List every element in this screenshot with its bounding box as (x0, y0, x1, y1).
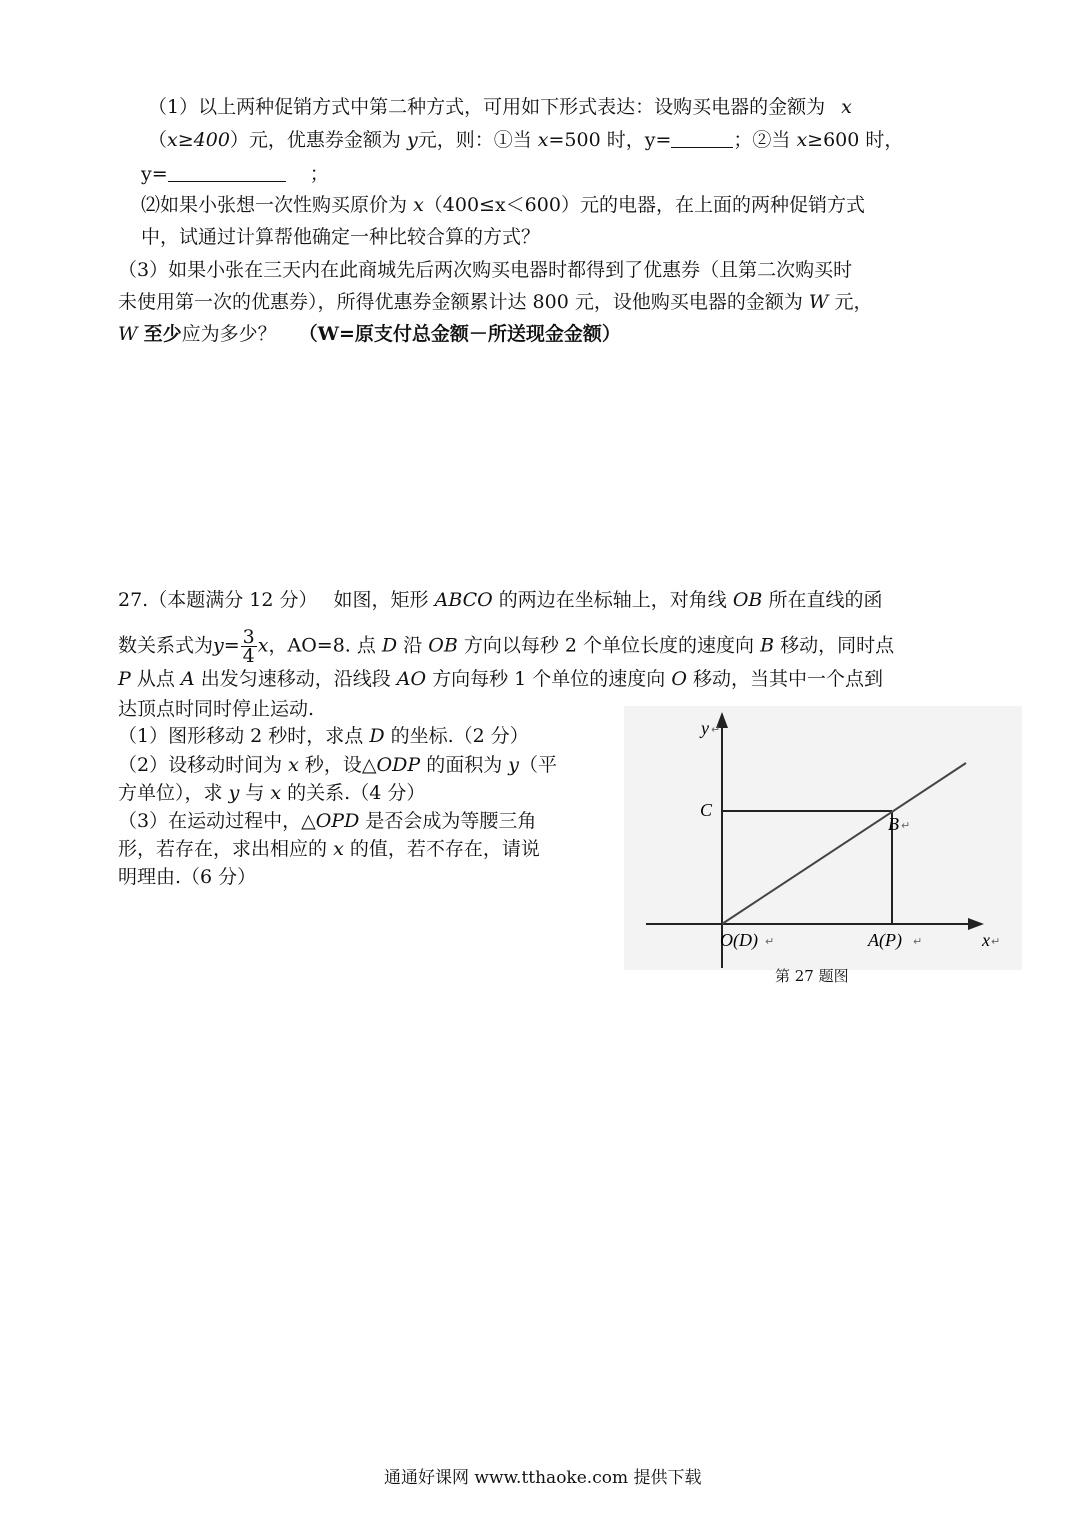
question-number: 27.（本题满分 12 分） (118, 589, 318, 611)
q27-sub2-line2 (118, 781, 425, 805)
text: 移动，同时点 (780, 634, 895, 657)
var: ODP (376, 754, 421, 776)
text: =500 时，y= (548, 129, 672, 151)
var: y= (213, 634, 240, 657)
q27-sub3-line3 (118, 865, 256, 889)
text: 出发匀速移动，沿线段 (200, 668, 391, 690)
text: 元， (834, 291, 873, 313)
text: （1）以上两种促销方式中第二种方式，可用如下形式表达：设购买电器的金额为 (148, 96, 826, 118)
fraction-numerator: 3 (242, 626, 255, 648)
text: 从点 (136, 668, 175, 690)
return-mark: ↵ (765, 935, 775, 948)
return-mark: ↵ (913, 935, 923, 948)
label-b: B (888, 814, 899, 834)
var-x: x (841, 96, 852, 118)
text: （1）图形移动 2 秒时，求点 (118, 725, 364, 747)
text: 明理由.（6 分） (118, 866, 257, 888)
text: 方向以每秒 2 个单位长度的速度向 (463, 634, 755, 657)
var: D (381, 634, 398, 657)
q2-line1 (141, 193, 865, 217)
q3-line3 (118, 322, 621, 346)
label-o-d: O(D) (720, 930, 758, 950)
figure-background (624, 706, 1022, 970)
q27-line2 (118, 628, 894, 665)
text: ⑵如果小张想一次性购买原价为 (141, 194, 408, 216)
figure-27 (624, 706, 1022, 970)
answer-blank-2[interactable] (168, 163, 286, 182)
text: （2）设移动时间为 (118, 754, 283, 776)
var-y: y (406, 129, 418, 151)
label-a-p: A(P) (868, 930, 902, 950)
var: D (369, 725, 385, 747)
return-mark: ↵ (901, 819, 911, 832)
q27-sub1 (118, 724, 529, 748)
q27-line1 (118, 588, 882, 612)
text: 方向每秒 1 个单位的速度向 (432, 668, 666, 690)
text: 的面积为 (426, 754, 503, 776)
q27-line3 (118, 667, 883, 691)
text: ；②当 (733, 129, 791, 151)
figure-caption: 第 27 题图 (775, 967, 849, 985)
text: 未使用第一次的优惠券），所得优惠券金额累计达 800 元，设他购买电器的金额为 (118, 291, 803, 313)
answer-blank-1[interactable] (671, 129, 733, 148)
label-x: x (982, 930, 990, 950)
condition: x≥400 (167, 129, 230, 151)
var: ABCO (434, 589, 493, 611)
text: （平 (518, 754, 557, 776)
text: 与 (245, 782, 265, 804)
var-W: W (808, 291, 829, 313)
text: 方单位），求 (118, 782, 223, 804)
text: 的关系.（4 分） (287, 782, 426, 804)
q27-sub2-line1 (118, 753, 557, 777)
var: AO (396, 668, 427, 690)
text: ≥600 时， (807, 129, 904, 151)
text: 是否会成为等腰三角 (365, 810, 537, 832)
text: 的坐标.（2 分） (390, 725, 529, 747)
text: 移动，当其中一个点到 (692, 668, 883, 690)
text: 沿 (403, 634, 423, 657)
text: 中，试通过计算帮他确定一种比较合算的方式？ (141, 226, 541, 248)
var: OPD (315, 810, 360, 832)
var: y (508, 754, 519, 776)
q27-line4 (118, 697, 314, 721)
return-mark: ↵ (991, 935, 1001, 948)
var: x (288, 754, 299, 776)
text: 达顶点时同时停止运动. (118, 698, 315, 720)
q2-line2 (141, 225, 540, 249)
return-mark: ↵ (711, 723, 721, 736)
var: B (760, 634, 775, 657)
var: OB (428, 634, 458, 657)
q27-sub3-line2 (118, 837, 540, 861)
text: 如图，矩形 (333, 589, 429, 611)
var: x (270, 782, 282, 804)
fraction (241, 628, 257, 665)
text: ； (309, 163, 329, 185)
q27-sub3-line1 (118, 809, 536, 833)
text: 的两边在坐标轴上，对角线 (498, 589, 727, 611)
var: P (118, 668, 131, 690)
var-x: x (537, 129, 549, 151)
label-c: C (700, 800, 713, 820)
text: 形，若存在，求出相应的 (118, 838, 328, 860)
text: （ (148, 129, 168, 151)
text: （3）在运动过程中，△ (118, 810, 316, 832)
text: （400≤x＜600）元的电器，在上面的两种促销方式 (423, 194, 865, 216)
text: ）元，优惠券金额为 (229, 129, 401, 151)
var-x: x (796, 129, 808, 151)
text: （3）如果小张在三天内在此商城先后两次购买电器时都得到了优惠券（且第二次购买时 (118, 259, 853, 281)
fraction-denominator: 4 (242, 645, 255, 667)
text: 元，则：①当 (417, 129, 532, 151)
text: 应为多少？ (181, 323, 277, 345)
label-y: y (701, 718, 709, 738)
var-W: W (118, 323, 138, 345)
var-x: x (413, 194, 424, 216)
var: A (180, 668, 195, 690)
q1-line2 (148, 128, 903, 152)
text: 所在直线的函 (768, 589, 883, 611)
var: O (671, 668, 687, 690)
text: ，AO=8. 点 (268, 634, 376, 657)
note-text: （W=原支付总金额－所送现金金额） (298, 323, 621, 345)
var: x (333, 838, 344, 860)
text: y= (141, 163, 168, 185)
emphasis-text: 至少 (143, 323, 182, 345)
q1-line3 (141, 162, 329, 186)
footer-text: 通通好课网 www.tthaoke.com 提供下载 (384, 1468, 702, 1488)
var: x (257, 634, 269, 657)
text: 的值，若不存在，请说 (349, 838, 540, 860)
var: OB (732, 589, 763, 611)
q3-line2 (118, 290, 873, 314)
q1-line1 (148, 95, 852, 119)
text: 数关系式为 (118, 634, 214, 657)
q3-line1 (118, 258, 852, 282)
var: y (228, 782, 240, 804)
text: 秒，设△ (304, 754, 377, 776)
